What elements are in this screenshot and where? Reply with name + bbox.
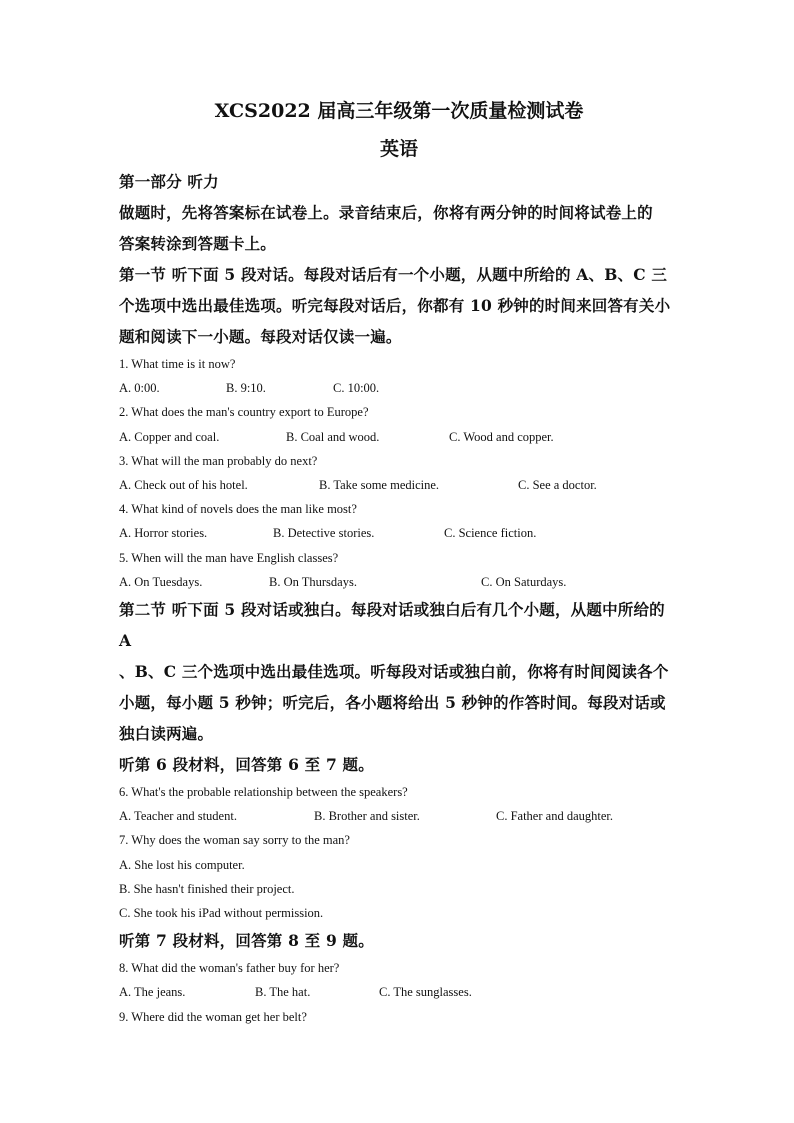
question-4: 4. What kind of novels does the man like most?	[119, 502, 357, 517]
question-5: 5. When will the man have English classes?	[119, 550, 339, 565]
question-6-options	[119, 804, 679, 828]
part1-instruction-line: 做题时，先将答案标在试卷上。录音结束后，你将有两分钟的时间将试卷上的	[119, 203, 653, 222]
option-c: C. Science fiction.	[444, 526, 537, 541]
material-7-heading: 听第 7 段材料，回答第 8 至 9 题。	[119, 931, 374, 951]
section1-instruction-line: 题和阅读下一小题。每段对话仅读一遍。	[119, 327, 402, 346]
option-b: B. She hasn't finished their project.	[119, 881, 295, 896]
option-a: A. The jeans.	[119, 985, 186, 1000]
question-1-options	[119, 376, 679, 400]
question-1: 1. What time is it now?	[119, 357, 236, 371]
option-b: B. 9:10.	[226, 381, 266, 396]
option-a: A. Check out of his hotel.	[119, 478, 248, 493]
option-c: C. 10:00.	[333, 381, 380, 396]
question-7: 7. Why does the woman say sorry to the man?	[119, 833, 350, 848]
question-4-options	[119, 521, 679, 545]
option-b: B. Brother and sister.	[314, 809, 420, 824]
option-a: A. Horror stories.	[119, 526, 208, 541]
option-c: C. The sunglasses.	[379, 985, 472, 1000]
section1-instruction-line: 个选项中选出最佳选项。听完每段对话后，你都有 10 秒钟的时间来回答有关小	[119, 296, 671, 315]
section2-instruction-line: 小题，每小题 5 秒钟；听完后，各小题将给出 5 秒钟的作答时间。每段对话或	[119, 693, 666, 713]
option-a: A. 0:00.	[119, 381, 160, 396]
option-b: B. Take some medicine.	[319, 478, 440, 493]
section2-instruction-line: 第二节 听下面 5 段对话或独白。每段对话或独白后有几个小题，从题中所给的 A	[119, 600, 665, 651]
material-6-heading: 听第 6 段材料，回答第 6 至 7 题。	[119, 755, 374, 775]
question-9: 9. Where did the woman get her belt?	[119, 1009, 307, 1024]
option-b: B. Coal and wood.	[286, 429, 380, 444]
question-6: 6. What's the probable relationship between the speakers?	[119, 785, 408, 800]
question-2: 2. What does the man's country export to Europe?	[119, 405, 369, 420]
question-8-options	[119, 980, 679, 1004]
option-a: A. She lost his computer.	[119, 857, 245, 872]
option-b: B. On Thursdays.	[269, 574, 357, 589]
question-5-options	[119, 570, 679, 594]
option-c: C. On Saturdays.	[481, 574, 567, 589]
question-3-options	[119, 473, 679, 497]
exam-title: XCS2022 届高三年级第一次质量检测试卷	[214, 100, 584, 122]
question-2-options	[119, 425, 679, 449]
part1-heading: 第一部分 听力	[119, 172, 219, 191]
option-a: A. On Tuesdays.	[119, 574, 203, 589]
option-c: C. Father and daughter.	[496, 809, 613, 824]
part1-instruction-line: 答案转涂到答题卡上。	[119, 234, 277, 253]
section2-instruction-line: 、B、C 三个选项中选出最佳选项。听每段对话或独白前，你将有时间阅读各个	[119, 662, 669, 682]
question-3: 3. What will the man probably do next?	[119, 453, 318, 468]
section2-instruction-line: 独白读两遍。	[119, 724, 214, 744]
option-b: B. The hat.	[255, 985, 311, 1000]
section1-instruction-line: 第一节 听下面 5 段对话。每段对话后有一个小题，从题中所给的 A、B、C 三	[119, 265, 668, 284]
option-c: C. See a doctor.	[518, 478, 597, 493]
option-c: C. She took his iPad without permission.	[119, 906, 324, 921]
option-b: B. Detective stories.	[273, 526, 375, 541]
option-c: C. Wood and copper.	[449, 429, 554, 444]
subject-title: 英语	[379, 138, 418, 160]
option-a: A. Copper and coal.	[119, 429, 220, 444]
option-a: A. Teacher and student.	[119, 809, 237, 824]
exam-page	[119, 96, 679, 1029]
question-8: 8. What did the woman's father buy for her?	[119, 961, 340, 976]
